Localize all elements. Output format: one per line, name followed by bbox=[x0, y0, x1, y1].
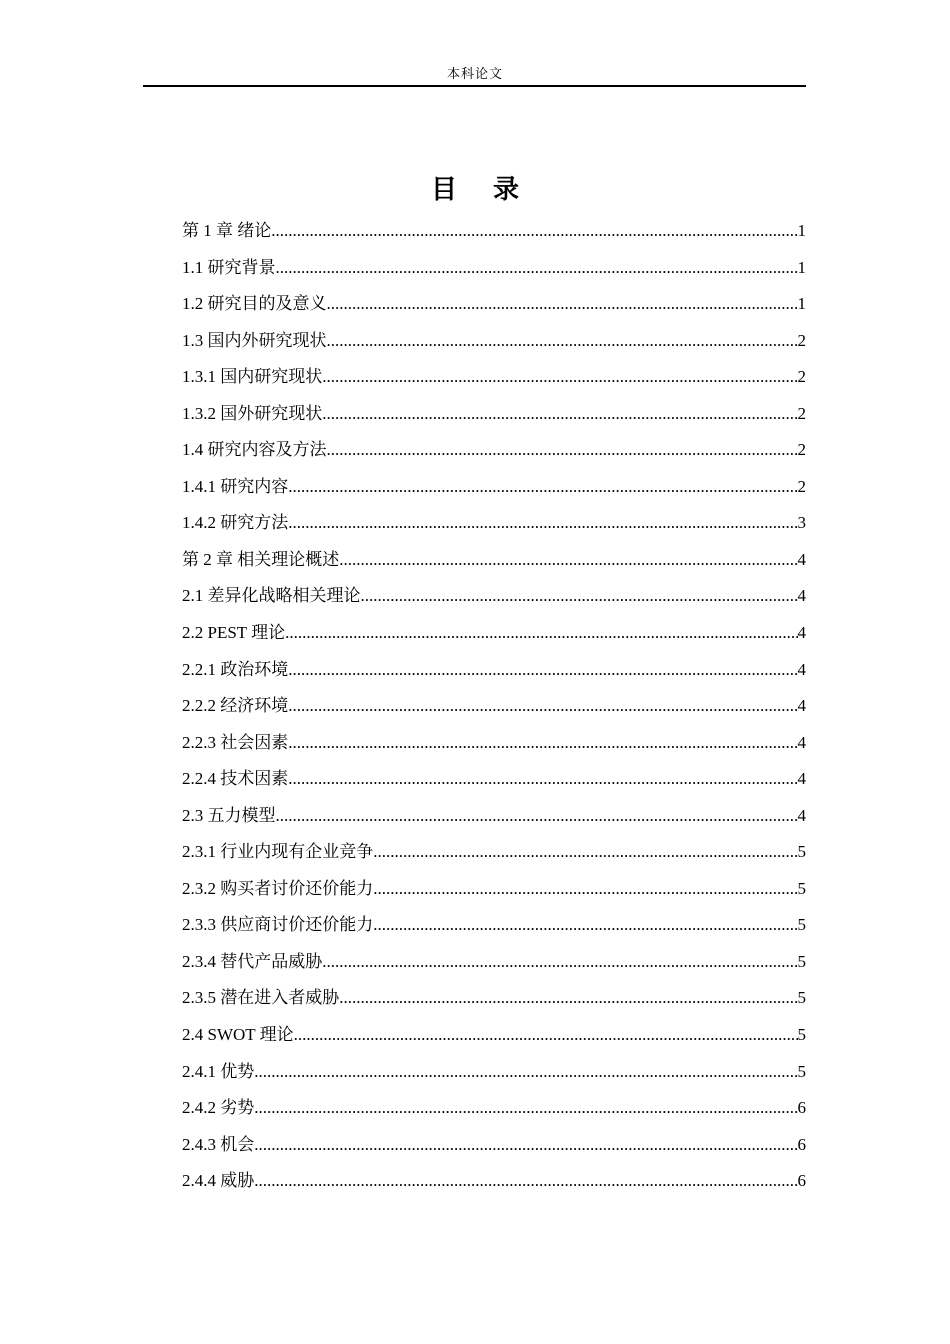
toc-entry[interactable] bbox=[182, 435, 806, 472]
toc-entry-label: 2.2 PEST 理论 bbox=[182, 623, 286, 643]
toc-dot-leader bbox=[361, 581, 798, 611]
toc-dot-leader bbox=[327, 326, 798, 356]
toc-dot-leader bbox=[322, 399, 797, 429]
toc-dot-leader bbox=[288, 655, 797, 685]
toc-entry[interactable] bbox=[182, 508, 806, 545]
toc-entry[interactable] bbox=[182, 289, 806, 326]
toc-dot-leader bbox=[373, 874, 797, 904]
toc-entry-page-number: 5 bbox=[797, 878, 806, 898]
toc-entry-label: 2.2.1 政治环境 bbox=[182, 659, 289, 679]
toc-entry-page-number: 2 bbox=[797, 403, 806, 423]
toc-entry-page-number: 4 bbox=[797, 623, 806, 643]
toc-entry[interactable] bbox=[182, 1093, 806, 1130]
toc-entry-label: 1.4.1 研究内容 bbox=[182, 476, 289, 496]
page-header: 本科论文 bbox=[446, 66, 503, 81]
toc-entry-page-number: 5 bbox=[797, 951, 806, 971]
toc-entry[interactable] bbox=[182, 362, 806, 399]
toc-dot-leader bbox=[322, 947, 797, 977]
toc-entry[interactable] bbox=[182, 691, 806, 728]
toc-entry[interactable] bbox=[182, 253, 806, 290]
toc-dot-leader bbox=[254, 1093, 797, 1123]
toc-entry[interactable] bbox=[182, 874, 806, 911]
toc-entry-page-number: 3 bbox=[797, 513, 806, 533]
toc-entry[interactable] bbox=[182, 910, 806, 947]
toc-entry-page-number: 2 bbox=[797, 330, 806, 350]
toc-entry[interactable] bbox=[182, 1130, 806, 1167]
toc-entry-label: 1.4.2 研究方法 bbox=[182, 513, 289, 533]
toc-entry[interactable] bbox=[182, 399, 806, 436]
toc-entry-label: 2.4.4 威胁 bbox=[182, 1171, 255, 1191]
toc-dot-leader bbox=[276, 253, 798, 283]
toc-entry[interactable] bbox=[182, 764, 806, 801]
toc-entry[interactable] bbox=[182, 618, 806, 655]
toc-entry-label: 2.4 SWOT 理论 bbox=[182, 1025, 294, 1045]
toc-entry-label: 1.3.1 国内研究现状 bbox=[182, 367, 323, 387]
toc-entry-label: 1.4 研究内容及方法 bbox=[182, 440, 327, 460]
toc-entry[interactable] bbox=[182, 326, 806, 363]
toc-dot-leader bbox=[322, 362, 797, 392]
toc-dot-leader bbox=[288, 764, 797, 794]
toc-entry-label: 2.1 差异化战略相关理论 bbox=[182, 586, 361, 606]
toc-dot-leader bbox=[288, 508, 797, 538]
toc-dot-leader bbox=[339, 545, 797, 575]
toc-dot-leader bbox=[254, 1130, 797, 1160]
toc-entry[interactable] bbox=[182, 728, 806, 765]
toc-entry-label: 2.3 五力模型 bbox=[182, 805, 276, 825]
toc-entry-label: 2.3.3 供应商讨价还价能力 bbox=[182, 915, 374, 935]
toc-entry[interactable] bbox=[182, 801, 806, 838]
toc-dot-leader bbox=[339, 983, 797, 1013]
toc-entry[interactable] bbox=[182, 472, 806, 509]
toc-entry-label: 1.3.2 国外研究现状 bbox=[182, 403, 323, 423]
toc-entry-label: 2.4.3 机会 bbox=[182, 1134, 255, 1154]
toc-entry-label: 2.3.1 行业内现有企业竞争 bbox=[182, 842, 374, 862]
toc-entry-label: 2.2.2 经济环境 bbox=[182, 696, 289, 716]
toc-entry[interactable] bbox=[182, 837, 806, 874]
toc-dot-leader bbox=[327, 435, 798, 465]
toc-dot-leader bbox=[373, 910, 797, 940]
toc-entry[interactable] bbox=[182, 947, 806, 984]
toc-dot-leader bbox=[288, 691, 797, 721]
toc-dot-leader bbox=[288, 728, 797, 758]
toc-entry-page-number: 4 bbox=[797, 696, 806, 716]
toc-entry-page-number: 5 bbox=[797, 988, 806, 1008]
toc-list bbox=[182, 216, 806, 1203]
toc-entry-page-number: 2 bbox=[797, 440, 806, 460]
toc-entry-label: 1.2 研究目的及意义 bbox=[182, 294, 327, 314]
toc-entry-page-number: 4 bbox=[797, 549, 806, 569]
toc-entry-page-number: 4 bbox=[797, 732, 806, 752]
toc-entry[interactable] bbox=[182, 545, 806, 582]
toc-entry[interactable] bbox=[182, 983, 806, 1020]
toc-entry[interactable] bbox=[182, 581, 806, 618]
toc-entry[interactable] bbox=[182, 216, 806, 253]
toc-entry-label: 2.4.2 劣势 bbox=[182, 1098, 255, 1118]
toc-dot-leader bbox=[288, 472, 797, 502]
toc-entry-page-number: 5 bbox=[797, 915, 806, 935]
toc-dot-leader bbox=[373, 837, 797, 867]
toc-entry-label: 2.4.1 优势 bbox=[182, 1061, 255, 1081]
toc-dot-leader bbox=[254, 1166, 797, 1196]
toc-entry-page-number: 4 bbox=[797, 659, 806, 679]
header-rule bbox=[143, 85, 806, 87]
toc-entry-page-number: 4 bbox=[797, 805, 806, 825]
toc-entry-page-number: 5 bbox=[797, 1025, 806, 1045]
toc-dot-leader bbox=[254, 1057, 797, 1087]
toc-entry-page-number: 6 bbox=[797, 1134, 806, 1154]
toc-entry-page-number: 6 bbox=[797, 1098, 806, 1118]
toc-entry-page-number: 2 bbox=[797, 476, 806, 496]
toc-entry-label: 第 1 章 绪论 bbox=[182, 221, 272, 240]
toc-dot-leader bbox=[276, 801, 798, 831]
toc-entry[interactable] bbox=[182, 655, 806, 692]
toc-entry-label: 1.3 国内外研究现状 bbox=[182, 330, 327, 350]
toc-entry-label: 2.3.4 替代产品威胁 bbox=[182, 951, 323, 971]
toc-entry-page-number: 1 bbox=[797, 221, 806, 240]
toc-entry-page-number: 5 bbox=[797, 1061, 806, 1081]
toc-title: 目录 bbox=[430, 175, 555, 205]
toc-entry-label: 第 2 章 相关理论概述 bbox=[182, 549, 340, 569]
toc-entry[interactable] bbox=[182, 1020, 806, 1057]
toc-entry-label: 2.2.3 社会因素 bbox=[182, 732, 289, 752]
toc-dot-leader bbox=[285, 618, 797, 648]
toc-dot-leader bbox=[271, 216, 797, 246]
toc-entry[interactable] bbox=[182, 1166, 806, 1203]
toc-entry-label: 2.3.2 购买者讨价还价能力 bbox=[182, 878, 374, 898]
toc-entry-page-number: 2 bbox=[797, 367, 806, 387]
toc-entry-page-number: 4 bbox=[797, 586, 806, 606]
toc-dot-leader bbox=[294, 1020, 798, 1050]
toc-entry-page-number: 1 bbox=[797, 257, 806, 277]
toc-entry-page-number: 5 bbox=[797, 842, 806, 862]
toc-entry-label: 2.3.5 潜在进入者威胁 bbox=[182, 988, 340, 1008]
toc-entry[interactable] bbox=[182, 1057, 806, 1094]
toc-entry-label: 1.1 研究背景 bbox=[182, 257, 276, 277]
toc-entry-page-number: 1 bbox=[797, 294, 806, 314]
toc-entry-label: 2.2.4 技术因素 bbox=[182, 769, 289, 789]
toc-dot-leader bbox=[327, 289, 798, 319]
toc-entry-page-number: 6 bbox=[797, 1171, 806, 1191]
toc-entry-page-number: 4 bbox=[797, 769, 806, 789]
